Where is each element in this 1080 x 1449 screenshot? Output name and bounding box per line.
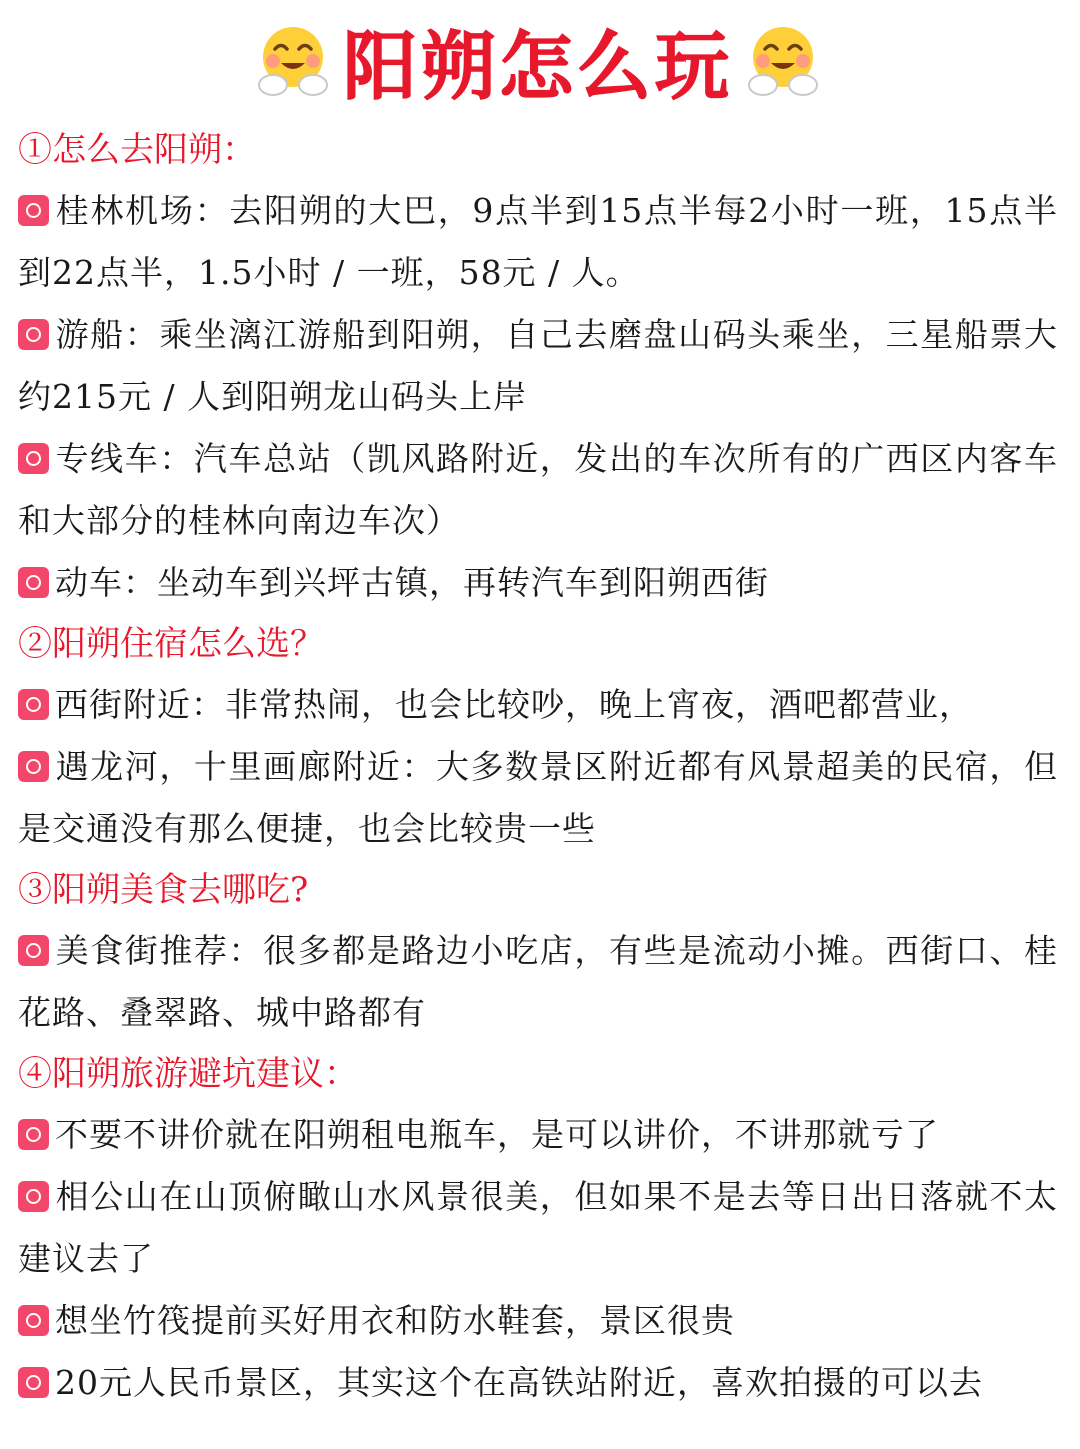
section-heading: ③阳朔美食去哪吃? xyxy=(18,870,309,910)
list-item xyxy=(18,180,1058,304)
list-item xyxy=(18,1104,1058,1166)
pink-circle-bullet-icon xyxy=(18,319,49,350)
list-item-text: 20元人民币景区，其实这个在高铁站附近，喜欢拍摄的可以去 xyxy=(55,1363,983,1402)
list-item xyxy=(18,1352,1058,1414)
list-item xyxy=(18,920,1058,1044)
title-row xyxy=(18,0,1058,120)
list-item-text: 动车：坐动车到兴坪古镇，再转汽车到阳朔西街 xyxy=(55,563,769,602)
list-item-text: 专线车：汽车总站（凯风路附近，发出的车次所有的广西区内客车和大部分的桂林向南边车次） xyxy=(18,439,1058,540)
pink-circle-bullet-icon xyxy=(18,751,49,782)
list-item xyxy=(18,428,1058,552)
pink-circle-bullet-icon xyxy=(18,443,49,474)
list-item-text: 美食街推荐：很多都是路边小吃店，有些是流动小摊。西街口、桂花路、叠翠路、城中路都有 xyxy=(18,931,1058,1032)
list-item-text: 想坐竹筏提前买好用衣和防水鞋套，景区很贵 xyxy=(55,1301,735,1340)
list-item-text: 不要不讲价就在阳朔租电瓶车，是可以讲价，不讲那就亏了 xyxy=(55,1115,939,1154)
list-item-text: 相公山在山顶俯瞰山水风景很美，但如果不是去等日出日落就不太建议去了 xyxy=(18,1177,1058,1278)
section-heading: ②阳朔住宿怎么选？ xyxy=(18,624,324,664)
pink-circle-bullet-icon xyxy=(18,689,49,720)
list-item-text: 遇龙河，十里画廊附近：大多数景区附近都有风景超美的民宿，但是交通没有那么便捷，也会比较贵一些 xyxy=(18,747,1058,848)
hugging-face-icon xyxy=(745,23,821,99)
list-item xyxy=(18,674,1058,736)
section-heading: ④阳朔旅游避坑建议： xyxy=(18,1054,358,1094)
section-heading: ①怎么去阳朔： xyxy=(18,130,256,170)
pink-circle-bullet-icon xyxy=(18,935,49,966)
page-title: 阳朔怎么玩 xyxy=(343,24,733,110)
list-item-text: 桂林机场：去阳朔的大巴，9点半到15点半每2小时一班，15点半到22点半，1.5小时 / 一班，58元 / 人。 xyxy=(18,191,1058,292)
list-item-text: 游船：乘坐漓江游船到阳朔，自己去磨盘山码头乘坐，三星船票大约215元 / 人到阳朔龙山码头上岸 xyxy=(18,315,1058,416)
list-item xyxy=(18,1166,1058,1290)
pink-circle-bullet-icon xyxy=(18,567,49,598)
pink-circle-bullet-icon xyxy=(18,1119,49,1150)
list-item xyxy=(18,736,1058,860)
pink-circle-bullet-icon xyxy=(18,1181,49,1212)
list-item xyxy=(18,1290,1058,1352)
list-item xyxy=(18,304,1058,428)
pink-circle-bullet-icon xyxy=(18,195,49,226)
pink-circle-bullet-icon xyxy=(18,1305,49,1336)
pink-circle-bullet-icon xyxy=(18,1367,49,1398)
list-item-text: 西街附近：非常热闹，也会比较吵，晚上宵夜，酒吧都营业， xyxy=(55,685,973,724)
list-item xyxy=(18,552,1058,614)
hugging-face-icon xyxy=(255,23,331,99)
